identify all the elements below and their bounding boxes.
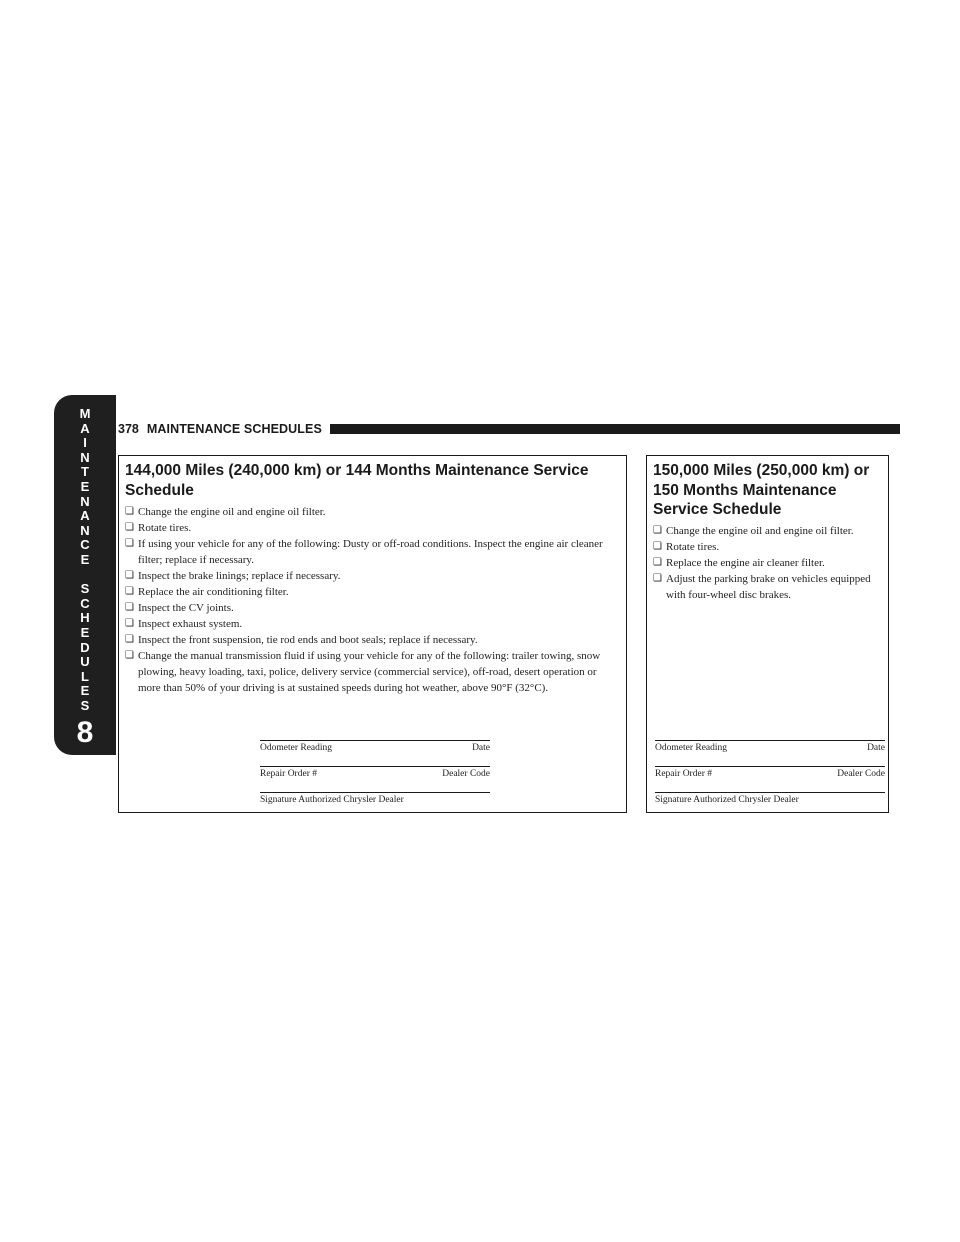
checkbox-icon: ❏ bbox=[125, 586, 134, 597]
checkbox-icon: ❏ bbox=[125, 602, 134, 613]
chapter-number: 8 bbox=[76, 716, 94, 750]
date-label: Date bbox=[867, 743, 885, 753]
task-text: Rotate tires. bbox=[666, 540, 720, 553]
task-item bbox=[125, 504, 620, 520]
task-text: Adjust the parking brake on vehicles equipped with four-wheel disc brakes. bbox=[666, 572, 871, 601]
chapter-tab-letter: I bbox=[83, 435, 87, 451]
task-item bbox=[125, 616, 620, 632]
task-item bbox=[653, 539, 882, 555]
checkbox-icon: ❏ bbox=[653, 572, 662, 584]
task-item bbox=[125, 520, 620, 536]
chapter-tab-letter: A bbox=[80, 508, 90, 524]
page-header bbox=[118, 420, 900, 438]
chapter-tab-letter: E bbox=[80, 551, 90, 567]
odometer-label: Odometer Reading bbox=[655, 743, 728, 753]
task-list bbox=[647, 520, 888, 603]
section-title: MAINTENANCE SCHEDULES bbox=[146, 422, 322, 436]
task-item bbox=[653, 571, 882, 603]
task-item bbox=[125, 536, 620, 568]
chapter-tab-letter: H bbox=[80, 610, 90, 626]
chapter-tab-letter: E bbox=[80, 624, 90, 640]
chapter-side-tab bbox=[54, 395, 116, 755]
checkbox-icon: ❏ bbox=[125, 650, 134, 661]
chapter-tab-letter: D bbox=[80, 639, 90, 655]
signature-row-repair bbox=[260, 766, 490, 792]
checkbox-icon: ❏ bbox=[653, 540, 662, 552]
checkbox-icon: ❏ bbox=[653, 556, 662, 568]
task-text: Inspect exhaust system. bbox=[138, 618, 243, 630]
task-text: Replace the engine air cleaner filter. bbox=[666, 556, 825, 569]
task-list bbox=[119, 501, 626, 696]
chapter-tab-letters bbox=[80, 407, 91, 713]
schedule-title: 150,000 Miles (250,000 km) or 150 Months Maintenance Service Schedule bbox=[653, 462, 870, 518]
page-number: 378 bbox=[118, 422, 139, 436]
dealer-code-label: Dealer Code bbox=[837, 769, 885, 779]
repair-order-label: Repair Order # bbox=[655, 769, 712, 779]
dealer-signature-label: Signature Authorized Chrysler Dealer bbox=[655, 795, 799, 805]
task-text: Change the manual transmission fluid if using your vehicle for any of the following: trailer towing, snow plowing, heavy loading, taxi, police, delivery service (commercial service), off-road, desert operation or more than 50% of your driving is at sustained speeds during hot weather, above 90°F (32°C). bbox=[138, 650, 601, 694]
chapter-tab-letter: C bbox=[80, 537, 90, 553]
chapter-tab-letter: A bbox=[80, 420, 90, 436]
task-text: Rotate tires. bbox=[138, 522, 192, 534]
checkbox-icon: ❏ bbox=[125, 538, 134, 549]
repair-order-label: Repair Order # bbox=[260, 769, 317, 779]
signature-block bbox=[260, 740, 490, 806]
chapter-tab-letter: E bbox=[80, 478, 90, 494]
task-item bbox=[653, 523, 882, 539]
chapter-tab-letter: M bbox=[79, 406, 91, 421]
task-item bbox=[653, 555, 882, 571]
signature-row-dealer bbox=[260, 792, 490, 806]
signature-row-repair bbox=[655, 766, 885, 792]
chapter-tab-letter: U bbox=[80, 654, 90, 670]
date-label: Date bbox=[472, 743, 490, 753]
schedule-title: 144,000 Miles (240,000 km) or 144 Months Maintenance Service Schedule bbox=[125, 462, 589, 499]
odometer-label: Odometer Reading bbox=[260, 743, 333, 753]
task-text: Change the engine oil and engine oil filter. bbox=[666, 524, 854, 537]
checkbox-icon: ❏ bbox=[125, 570, 134, 581]
task-item bbox=[125, 632, 620, 648]
task-item bbox=[125, 584, 620, 600]
task-text: If using your vehicle for any of the following: Dusty or off-road conditions. Inspect the engine air cleaner filter; replace if necessary. bbox=[138, 538, 603, 566]
task-item bbox=[125, 600, 620, 616]
signature-row-odometer bbox=[260, 740, 490, 766]
task-text: Replace the air conditioning filter. bbox=[138, 586, 289, 598]
chapter-tab-letter: L bbox=[81, 668, 89, 684]
checkbox-icon: ❏ bbox=[125, 634, 134, 645]
task-text: Inspect the front suspension, tie rod ends and boot seals; replace if necessary. bbox=[138, 634, 478, 646]
header-rule bbox=[330, 424, 900, 434]
chapter-tab-letter: C bbox=[80, 595, 90, 611]
checkbox-icon: ❏ bbox=[125, 522, 134, 533]
task-text: Inspect the CV joints. bbox=[138, 602, 234, 614]
chapter-tab-letter: N bbox=[80, 493, 90, 509]
checkbox-icon: ❏ bbox=[125, 618, 134, 629]
signature-row-odometer bbox=[655, 740, 885, 766]
task-item bbox=[125, 648, 620, 696]
chapter-tab-letter: N bbox=[80, 449, 90, 465]
chapter-tab-letter: T bbox=[81, 464, 89, 480]
task-text: Change the engine oil and engine oil filter. bbox=[138, 506, 326, 518]
task-item bbox=[125, 568, 620, 584]
schedule-box-144000 bbox=[118, 455, 627, 813]
chapter-tab-letter: E bbox=[80, 683, 90, 699]
chapter-tab-letter: N bbox=[80, 522, 90, 538]
signature-row-dealer bbox=[655, 792, 885, 806]
signature-block bbox=[655, 740, 885, 806]
chapter-tab-letter: S bbox=[80, 697, 90, 713]
checkbox-icon: ❏ bbox=[653, 524, 662, 536]
task-text: Inspect the brake linings; replace if necessary. bbox=[138, 570, 341, 582]
chapter-tab-letter: S bbox=[80, 581, 90, 597]
checkbox-icon: ❏ bbox=[125, 506, 134, 517]
dealer-code-label: Dealer Code bbox=[442, 769, 490, 779]
schedule-box-150000 bbox=[646, 455, 889, 813]
dealer-signature-label: Signature Authorized Chrysler Dealer bbox=[260, 795, 404, 805]
